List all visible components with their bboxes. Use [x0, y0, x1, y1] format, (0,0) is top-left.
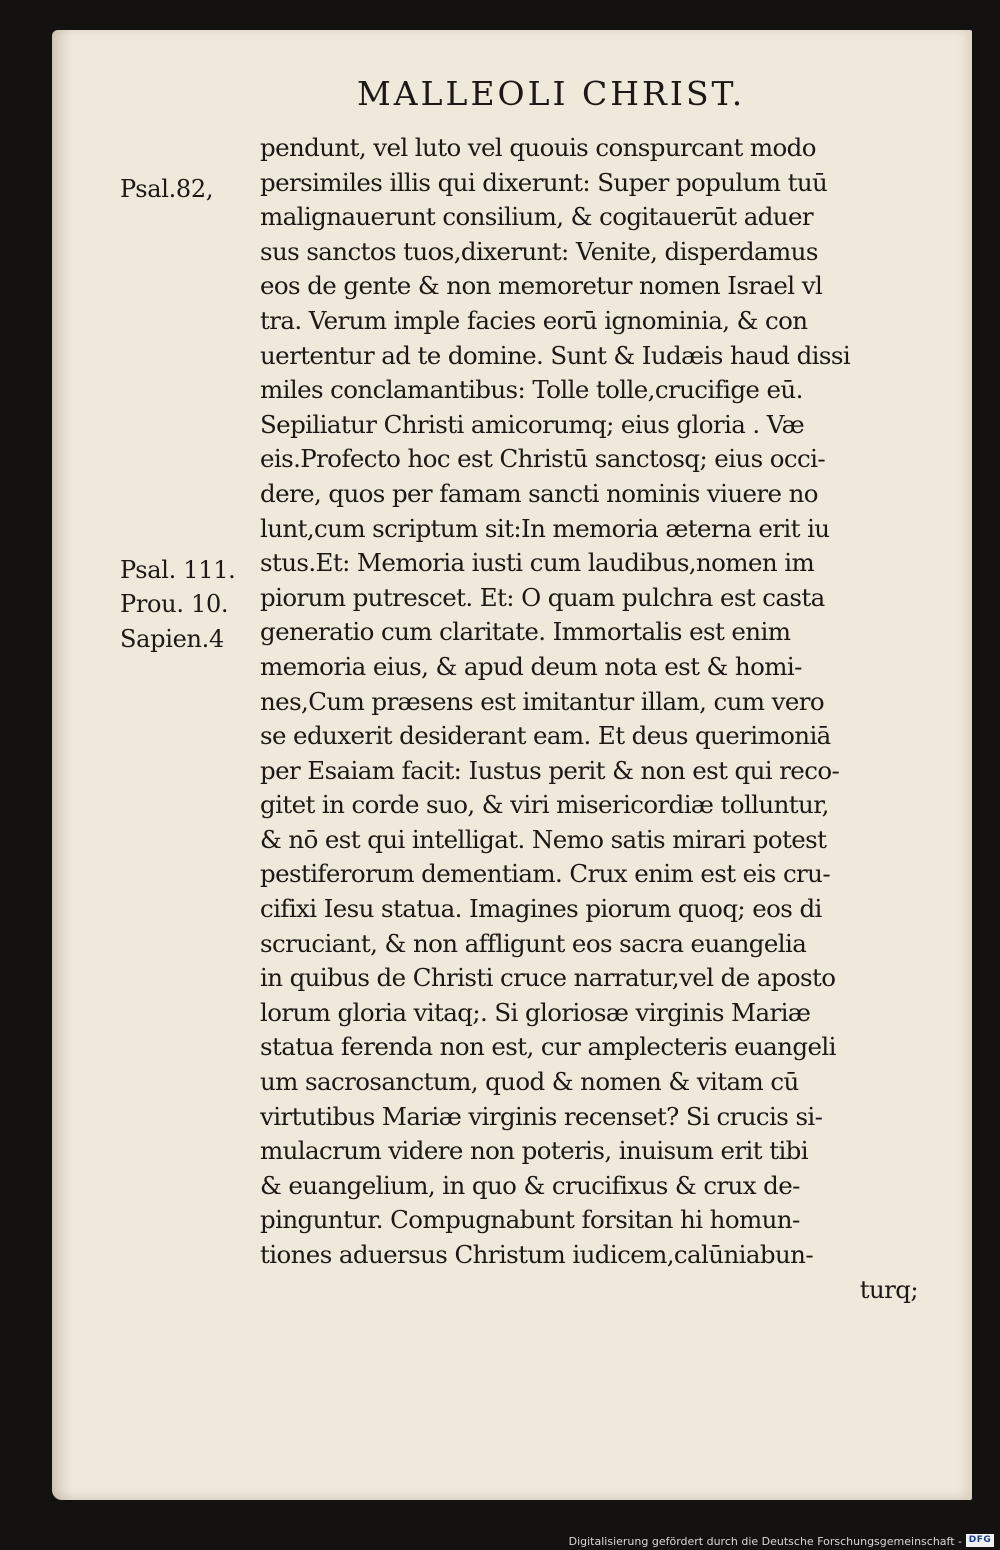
text-line: Sepiliatur Christi amicorumq; eius gloria . Væ — [260, 409, 805, 439]
text-line: cifixi Iesu statua. Imagines piorum quoq; eos di — [260, 894, 822, 924]
text-line: & euangelium, in quo & crucifixus & crux de- — [260, 1170, 800, 1200]
text-line: per Esaiam facit: Iustus perit & non est qui reco- — [260, 755, 840, 785]
dfg-logo: DFG — [966, 1534, 994, 1547]
margin-note-proverbs-10: Prou. 10. — [120, 590, 229, 618]
body-text — [260, 131, 920, 1307]
text-line: gitet in corde suo, & viri misericordiæ tolluntur, — [260, 790, 829, 820]
margin-note-sapientia-4: Sapien.4 — [120, 625, 224, 653]
text-line: pinguntur. Compugnabunt forsitan hi homun- — [260, 1205, 800, 1235]
text-line: pestiferorum dementiam. Crux enim est eis cru- — [260, 859, 831, 889]
text-line: stus.Et: Memoria iusti cum laudibus,nomen im — [260, 548, 815, 578]
catchword: turq; — [859, 1274, 918, 1304]
text-line: um sacrosanctum, quod & nomen & vitam cū — [260, 1067, 799, 1097]
text-line: & nō est qui intelligat. Nemo satis mirari potest — [260, 824, 827, 854]
text-line: eis.Profecto hoc est Christū sanctosq; eius occi- — [260, 444, 826, 474]
text-line: persimiles illis qui dixerunt: Super populum tuū — [260, 167, 828, 197]
text-line: generatio cum claritate. Immortalis est enim — [260, 617, 791, 647]
text-line: lunt,cum scriptum sit:In memoria æterna erit iu — [260, 513, 830, 543]
text-line: nes,Cum præsens est imitantur illam, cum vero — [260, 686, 825, 716]
text-line: dere, quos per famam sancti nominis viuere no — [260, 478, 818, 508]
text-line: mulacrum videre non poteris, inuisum erit tibi — [260, 1136, 808, 1166]
text-line: scruciant, & non affligunt eos sacra euangelia — [260, 928, 807, 958]
text-line: memoria eius, & apud deum nota est & homi- — [260, 651, 802, 681]
text-line: malignauerunt consilium, & cogitauerūt aduer — [260, 202, 813, 232]
text-line: miles conclamantibus: Tolle tolle,crucifige eū. — [260, 375, 803, 405]
text-line: in quibus de Christi cruce narratur,vel de aposto — [260, 963, 836, 993]
text-line: se eduxerit desiderant eam. Et deus querimoniā — [260, 721, 831, 751]
digitization-credit: Digitalisierung gefördert durch die Deutsche Forschungsgemeinschaft - — [568, 1535, 962, 1548]
margin-note-psalm-111: Psal. 111. — [120, 556, 236, 584]
text-line: uertentur ad te domine. Sunt & Iudæis haud dissi — [260, 340, 851, 370]
running-head: MALLEOLI CHRIST. — [357, 74, 746, 113]
text-line: pendunt, vel luto vel quouis conspurcant modo — [260, 133, 816, 162]
text-line: eos de gente & non memoretur nomen Israel vl — [260, 271, 823, 301]
text-line: sus sanctos tuos,dixerunt: Venite, disperdamus — [260, 236, 818, 266]
book-page — [52, 30, 972, 1500]
text-line: piorum putrescet. Et: O quam pulchra est casta — [260, 582, 825, 612]
page-spine-shadow — [52, 30, 72, 1500]
text-line: virtutibus Mariæ virginis recenset? Si crucis si- — [260, 1101, 823, 1131]
text-line: statua ferenda non est, cur amplecteris euangeli — [260, 1032, 836, 1062]
text-line: tra. Verum imple facies eorū ignominia, & con — [260, 305, 808, 335]
margin-note-psalm-82: Psal.82, — [120, 175, 214, 203]
text-line: lorum gloria vitaq;. Si gloriosæ virginis Mariæ — [260, 997, 811, 1027]
text-line: tiones aduersus Christum iudicem,calūniabun- — [260, 1240, 814, 1269]
